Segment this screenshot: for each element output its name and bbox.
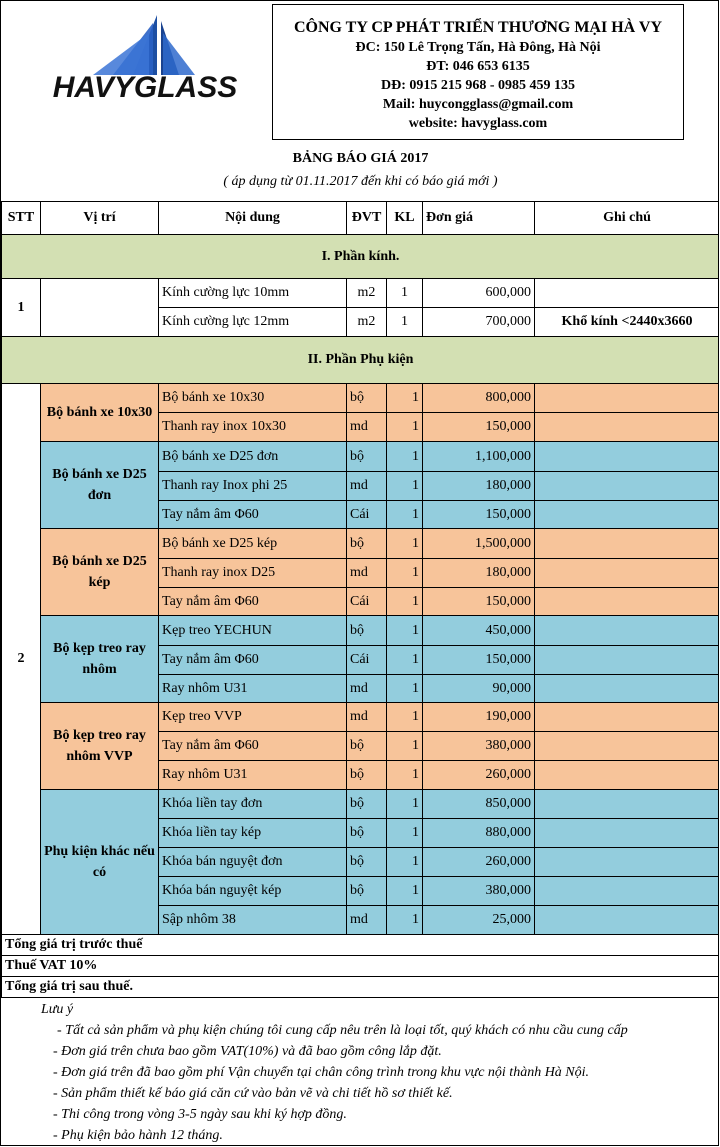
row-qty: 1 [387, 790, 423, 819]
row-content: Khóa bán nguyệt kép [159, 877, 347, 906]
row-note [535, 906, 720, 935]
row-price: 1,500,000 [423, 529, 535, 559]
table-row [2, 703, 720, 732]
header-unit: ĐVT [347, 202, 387, 235]
row-note [535, 646, 720, 675]
row-qty: 1 [387, 877, 423, 906]
row-note [535, 501, 720, 529]
row-content: Bộ bánh xe D25 đơn [159, 442, 347, 472]
row-price: 150,000 [423, 413, 535, 442]
total-label: Tổng giá trị trước thuế [2, 935, 720, 956]
header-unit-price: Đơn giá [423, 202, 535, 235]
row-unit: Cái [347, 588, 387, 616]
row-price: 380,000 [423, 732, 535, 761]
row-unit: bộ [347, 732, 387, 761]
company-website: website: havyglass.com [408, 116, 548, 131]
header-note: Ghi chú [535, 202, 720, 235]
company-info-box [272, 4, 684, 140]
row-price: 800,000 [423, 384, 535, 413]
row-unit: bộ [347, 616, 387, 646]
row-note [535, 559, 720, 588]
row-content: Bộ bánh xe D25 kép [159, 529, 347, 559]
row-unit: md [347, 675, 387, 703]
havyglass-logo [53, 15, 239, 103]
row-note [535, 616, 720, 646]
table-row [2, 279, 720, 308]
row-position [41, 279, 159, 337]
row-stt: 2 [2, 384, 41, 935]
row-price: 1,100,000 [423, 442, 535, 472]
row-price: 90,000 [423, 675, 535, 703]
row-note [535, 732, 720, 761]
row-note [535, 413, 720, 442]
group-label: Bộ bánh xe D25 đơn [41, 442, 159, 529]
row-qty: 1 [387, 413, 423, 442]
note-item: - Tất cả sản phẩm và phụ kiện chúng tôi cung cấp nêu trên là loại tốt, quý khách có nhu cầu cung cấp [57, 1023, 628, 1038]
note-item: - Sản phẩm thiết kế báo giá căn cứ vào bản vẽ và chi tiết hồ sơ thiết kế. [53, 1086, 453, 1101]
row-unit: md [347, 413, 387, 442]
table-row [2, 790, 720, 819]
row-unit: md [347, 703, 387, 732]
row-qty: 1 [387, 616, 423, 646]
row-price: 25,000 [423, 906, 535, 935]
row-unit: bộ [347, 761, 387, 790]
note-item: - Thi công trong vòng 3-5 ngày sau khi ký hợp đồng. [53, 1107, 347, 1122]
row-content: Thanh ray inox 10x30 [159, 413, 347, 442]
row-note [535, 877, 720, 906]
notes-section [1, 1000, 719, 1146]
row-price: 260,000 [423, 761, 535, 790]
row-unit: bộ [347, 848, 387, 877]
company-phone: ĐT: 046 653 6135 [426, 59, 530, 74]
row-unit: md [347, 472, 387, 501]
row-price: 260,000 [423, 848, 535, 877]
row-qty: 1 [387, 761, 423, 790]
row-unit: bộ [347, 442, 387, 472]
row-price: 150,000 [423, 588, 535, 616]
row-note [535, 529, 720, 559]
row-price: 880,000 [423, 819, 535, 848]
row-price: 380,000 [423, 877, 535, 906]
row-qty: 1 [387, 501, 423, 529]
row-content: Kẹp treo YECHUN [159, 616, 347, 646]
table-row [2, 442, 720, 472]
row-content: Kính cường lực 10mm [159, 279, 347, 308]
row-content: Sập nhôm 38 [159, 906, 347, 935]
row-qty: 1 [387, 848, 423, 877]
row-content: Kính cường lực 12mm [159, 308, 347, 337]
header-quantity: KL [387, 202, 423, 235]
row-price: 150,000 [423, 646, 535, 675]
row-qty: 1 [387, 529, 423, 559]
row-content: Khóa liền tay đơn [159, 790, 347, 819]
row-stt: 1 [2, 279, 41, 337]
row-unit: bộ [347, 819, 387, 848]
row-qty: 1 [387, 559, 423, 588]
row-unit: m2 [347, 279, 387, 308]
row-note [535, 703, 720, 732]
company-mobile: DĐ: 0915 215 968 - 0985 459 135 [380, 78, 576, 93]
row-unit: bộ [347, 790, 387, 819]
row-qty: 1 [387, 588, 423, 616]
table-header-row [2, 202, 720, 235]
row-content: Tay nắm âm Φ60 [159, 646, 347, 675]
document-subtitle: ( áp dụng từ 01.11.2017 đến khi có báo giá mới ) [223, 174, 498, 189]
table-row [2, 529, 720, 559]
row-unit: Cái [347, 646, 387, 675]
row-note [535, 588, 720, 616]
group-label: Bộ bánh xe 10x30 [41, 384, 159, 442]
document-title: BẢNG BÁO GIÁ 2017 [292, 151, 429, 166]
row-price: 850,000 [423, 790, 535, 819]
group-label: Phụ kiện khác nếu có [41, 790, 159, 935]
row-qty: 1 [387, 703, 423, 732]
group-label: Bộ kẹp treo ray nhôm [41, 616, 159, 703]
header-position: Vị trí [41, 202, 159, 235]
company-mail: Mail: huycongglass@gmail.com [382, 97, 574, 112]
group-label: Bộ bánh xe D25 kép [41, 529, 159, 616]
total-row [2, 956, 720, 977]
row-content: Tay nắm âm Φ60 [159, 732, 347, 761]
row-price: 600,000 [423, 279, 535, 308]
row-note [535, 442, 720, 472]
row-note [535, 675, 720, 703]
row-unit: md [347, 906, 387, 935]
section-header-accessories [2, 337, 720, 384]
row-qty: 1 [387, 279, 423, 308]
row-qty: 1 [387, 906, 423, 935]
row-content: Kẹp treo VVP [159, 703, 347, 732]
group-label: Bộ kẹp treo ray nhôm VVP [41, 703, 159, 790]
row-price: 450,000 [423, 616, 535, 646]
row-note [535, 790, 720, 819]
row-price: 180,000 [423, 559, 535, 588]
row-content: Thanh ray inox D25 [159, 559, 347, 588]
row-price: 150,000 [423, 501, 535, 529]
row-qty: 1 [387, 819, 423, 848]
total-label: Thuế VAT 10% [2, 956, 720, 977]
section-title: II. Phần Phụ kiện [2, 337, 720, 384]
note-item: - Đơn giá trên đã bao gồm phí Vận chuyển tại chân công trình trong khu vực nội thành Hà Nội. [53, 1065, 590, 1080]
row-qty: 1 [387, 675, 423, 703]
row-qty: 1 [387, 442, 423, 472]
total-row [2, 977, 720, 998]
row-qty: 1 [387, 472, 423, 501]
row-note [535, 761, 720, 790]
row-qty: 1 [387, 308, 423, 337]
header-stt: STT [2, 202, 41, 235]
table-row [2, 616, 720, 646]
row-unit: m2 [347, 308, 387, 337]
section-header-glass [2, 235, 720, 279]
notes-heading: Lưu ý [41, 1002, 74, 1017]
row-content: Bộ bánh xe 10x30 [159, 384, 347, 413]
section-title: I. Phần kính. [2, 235, 720, 279]
table-row [2, 384, 720, 413]
row-content: Tay nắm âm Φ60 [159, 588, 347, 616]
row-unit: Cái [347, 501, 387, 529]
row-note [535, 819, 720, 848]
row-unit: bộ [347, 529, 387, 559]
row-note: Khổ kính <2440x3660 [535, 308, 720, 337]
row-content: Ray nhôm U31 [159, 675, 347, 703]
row-qty: 1 [387, 646, 423, 675]
row-price: 700,000 [423, 308, 535, 337]
row-content: Khóa bán nguyệt đơn [159, 848, 347, 877]
row-content: Tay nắm âm Φ60 [159, 501, 347, 529]
row-price: 190,000 [423, 703, 535, 732]
total-label: Tổng giá trị sau thuế. [2, 977, 720, 998]
header-content: Nội dung [159, 202, 347, 235]
row-content: Thanh ray Inox phi 25 [159, 472, 347, 501]
row-note [535, 848, 720, 877]
row-unit: bộ [347, 877, 387, 906]
row-note [535, 472, 720, 501]
row-price: 180,000 [423, 472, 535, 501]
row-unit: bộ [347, 384, 387, 413]
svg-text:HAVYGLASS: HAVYGLASS [53, 71, 238, 103]
note-item: - Đơn giá trên chưa bao gồm VAT(10%) và đã bao gồm công lắp đặt. [53, 1044, 442, 1059]
row-content: Khóa liền tay kép [159, 819, 347, 848]
notes-list [1, 1020, 719, 1146]
company-name: CÔNG TY CP PHÁT TRIỂN THƯƠNG MẠI HÀ VY [293, 19, 663, 36]
row-qty: 1 [387, 384, 423, 413]
row-qty: 1 [387, 732, 423, 761]
row-unit: md [347, 559, 387, 588]
company-address: ĐC: 150 Lê Trọng Tấn, Hà Đông, Hà Nội [355, 40, 601, 55]
table-body [2, 235, 720, 998]
row-content: Ray nhôm U31 [159, 761, 347, 790]
row-note [535, 384, 720, 413]
total-row [2, 935, 720, 956]
quotation-table [1, 201, 719, 998]
row-note [535, 279, 720, 308]
note-item: - Phụ kiện bảo hành 12 tháng. [53, 1128, 223, 1143]
